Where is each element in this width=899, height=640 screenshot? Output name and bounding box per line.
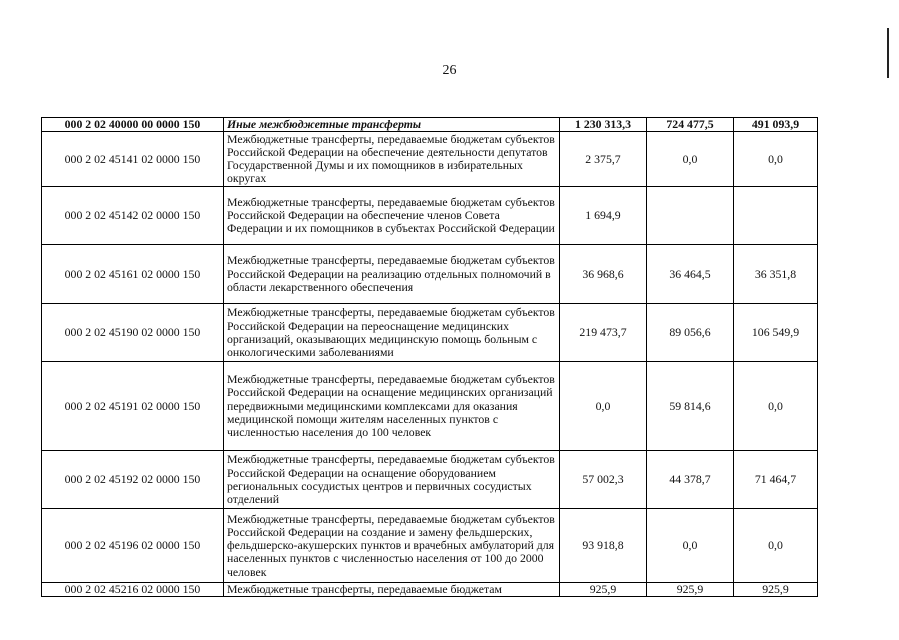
value-col-1: 1 694,9 bbox=[560, 187, 647, 245]
value-col-1: 0,0 bbox=[560, 362, 647, 451]
value-col-2: 0,0 bbox=[647, 132, 734, 187]
transfer-name: Межбюджетные трансферты, передаваемые бюджетам субъектов Российской Федерации на оснащение медицинских организаций передвижными медицинскими комплексами для оказания медицинской помощи жителям населенных пунктов с численностью населения до 100 человек bbox=[224, 362, 560, 451]
value-col-3: 925,9 bbox=[734, 583, 818, 597]
budget-code: 000 2 02 45142 02 0000 150 bbox=[42, 187, 224, 245]
transfer-name: Иные межбюджетные трансферты bbox=[224, 118, 560, 132]
transfer-name: Межбюджетные трансферты, передаваемые бюджетам субъектов Российской Федерации на реализацию отдельных полномочий в области лекарственного обеспечения bbox=[224, 245, 560, 304]
value-col-3: 0,0 bbox=[734, 132, 818, 187]
transfer-name: Межбюджетные трансферты, передаваемые бюджетам bbox=[224, 583, 560, 597]
value-col-3: 0,0 bbox=[734, 362, 818, 451]
budget-code: 000 2 02 45141 02 0000 150 bbox=[42, 132, 224, 187]
budget-code: 000 2 02 45196 02 0000 150 bbox=[42, 509, 224, 583]
table-row bbox=[42, 583, 818, 597]
value-col-3: 106 549,9 bbox=[734, 304, 818, 362]
table-row-total bbox=[42, 118, 818, 132]
budget-table bbox=[41, 117, 818, 597]
transfer-name: Межбюджетные трансферты, передаваемые бюджетам субъектов Российской Федерации на обеспечение членов Совета Федерации и их помощников в субъектах Российской Федерации bbox=[224, 187, 560, 245]
table-row bbox=[42, 362, 818, 451]
budget-code: 000 2 02 45190 02 0000 150 bbox=[42, 304, 224, 362]
table-row bbox=[42, 187, 818, 245]
value-col-1: 57 002,3 bbox=[560, 451, 647, 509]
value-col-1: 925,9 bbox=[560, 583, 647, 597]
value-col-1: 219 473,7 bbox=[560, 304, 647, 362]
value-col-2: 36 464,5 bbox=[647, 245, 734, 304]
budget-code: 000 2 02 40000 00 0000 150 bbox=[42, 118, 224, 132]
value-col-3: 71 464,7 bbox=[734, 451, 818, 509]
transfer-name: Межбюджетные трансферты, передаваемые бюджетам субъектов Российской Федерации на обеспечение деятельности депутатов Государственной Думы и их помощников в избирательных округах bbox=[224, 132, 560, 187]
page-number: 26 bbox=[442, 63, 457, 78]
value-col-2: 724 477,5 bbox=[647, 118, 734, 132]
value-col-2: 59 814,6 bbox=[647, 362, 734, 451]
transfer-name: Межбюджетные трансферты, передаваемые бюджетам субъектов Российской Федерации на переоснащение медицинских организаций, оказывающих медицинскую помощь больным с онкологическими заболеваниями bbox=[224, 304, 560, 362]
table-row bbox=[42, 245, 818, 304]
value-col-3: 491 093,9 bbox=[734, 118, 818, 132]
value-col-2: 0,0 bbox=[647, 509, 734, 583]
table-row bbox=[42, 304, 818, 362]
table-row bbox=[42, 509, 818, 583]
transfer-name: Межбюджетные трансферты, передаваемые бюджетам субъектов Российской Федерации на оснащение оборудованием региональных сосудистых центров и первичных сосудистых отделений bbox=[224, 451, 560, 509]
table-row bbox=[42, 132, 818, 187]
value-col-1: 36 968,6 bbox=[560, 245, 647, 304]
transfer-name: Межбюджетные трансферты, передаваемые бюджетам субъектов Российской Федерации на создание и замену фельдшерских, фельдшерско-акушерских пунктов и врачебных амбулаторий для населенных пунктов с численностью населения от 100 до 2000 человек bbox=[224, 509, 560, 583]
budget-code: 000 2 02 45191 02 0000 150 bbox=[42, 362, 224, 451]
value-col-2: 925,9 bbox=[647, 583, 734, 597]
value-col-1: 1 230 313,3 bbox=[560, 118, 647, 132]
value-col-1: 2 375,7 bbox=[560, 132, 647, 187]
value-col-2 bbox=[647, 187, 734, 245]
value-col-1: 93 918,8 bbox=[560, 509, 647, 583]
budget-code: 000 2 02 45216 02 0000 150 bbox=[42, 583, 224, 597]
value-col-3 bbox=[734, 187, 818, 245]
value-col-2: 89 056,6 bbox=[647, 304, 734, 362]
value-col-3: 36 351,8 bbox=[734, 245, 818, 304]
budget-code: 000 2 02 45161 02 0000 150 bbox=[42, 245, 224, 304]
table-row bbox=[42, 451, 818, 509]
value-col-3: 0,0 bbox=[734, 509, 818, 583]
budget-code: 000 2 02 45192 02 0000 150 bbox=[42, 451, 224, 509]
value-col-2: 44 378,7 bbox=[647, 451, 734, 509]
